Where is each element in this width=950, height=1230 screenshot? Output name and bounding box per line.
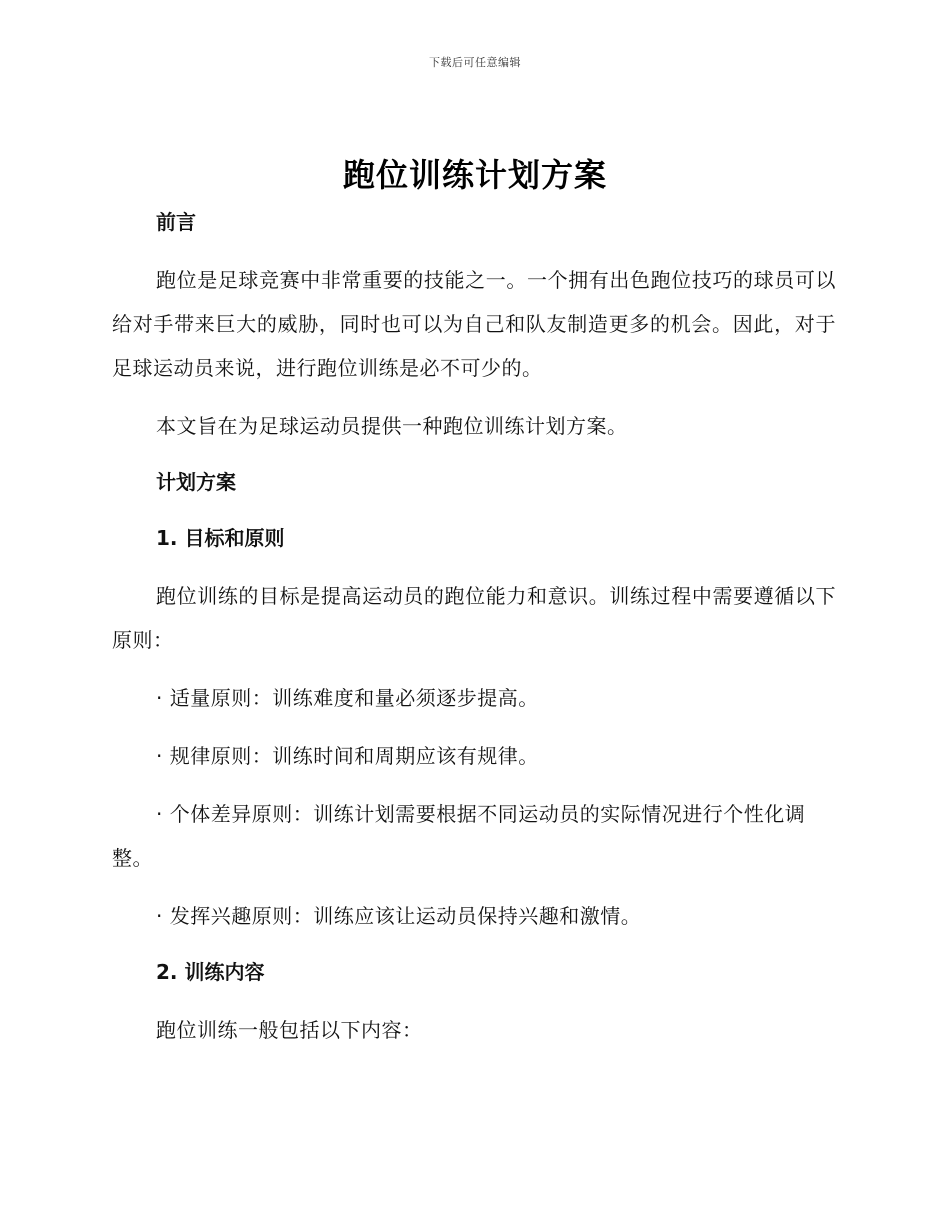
header-note: 下载后可任意编辑 (429, 56, 521, 69)
bullet-symbol: · (156, 686, 163, 710)
principle-text: 适量原则：训练难度和量必须逐步提高。 (169, 686, 539, 710)
bullet-symbol: · (156, 802, 163, 826)
list-item-principle-1 (112, 676, 836, 720)
document-title: 跑位训练计划方案 (342, 156, 607, 194)
paragraph-goals-1: 跑位训练的目标是提高运动员的跑位能力和意识。训练过程中需要遵循以下原则： (112, 584, 836, 652)
list-item-principle-2 (112, 734, 836, 778)
paragraph-content-1: 跑位训练一般包括以下内容： (156, 1018, 423, 1042)
bullet-symbol: · (156, 904, 163, 928)
section-heading-preface: 前言 (156, 210, 196, 234)
document-body (112, 204, 836, 1052)
paragraph-preface-1: 跑位是足球竞赛中非常重要的技能之一。一个拥有出色跑位技巧的球员可以给对手带来巨大的威胁，同时也可以为自己和队友制造更多的机会。因此，对于足球运动员来说，进行跑位训练是必不可少的。 (112, 268, 836, 380)
section-heading-content: 2. 训练内容 (156, 960, 265, 984)
principle-text: 发挥兴趣原则：训练应该让运动员保持兴趣和激情。 (169, 904, 642, 928)
bullet-symbol: · (156, 744, 163, 768)
section-heading-plan: 计划方案 (156, 470, 236, 494)
paragraph-preface-2: 本文旨在为足球运动员提供一种跑位训练计划方案。 (156, 414, 628, 438)
principle-text: 个体差异原则：训练计划需要根据不同运动员的实际情况进行个性化调整。 (112, 802, 806, 870)
list-item-principle-3 (112, 792, 836, 880)
principle-text: 规律原则：训练时间和周期应该有规律。 (169, 744, 539, 768)
list-item-principle-4 (112, 894, 836, 938)
section-heading-goals: 1. 目标和原则 (156, 526, 285, 550)
